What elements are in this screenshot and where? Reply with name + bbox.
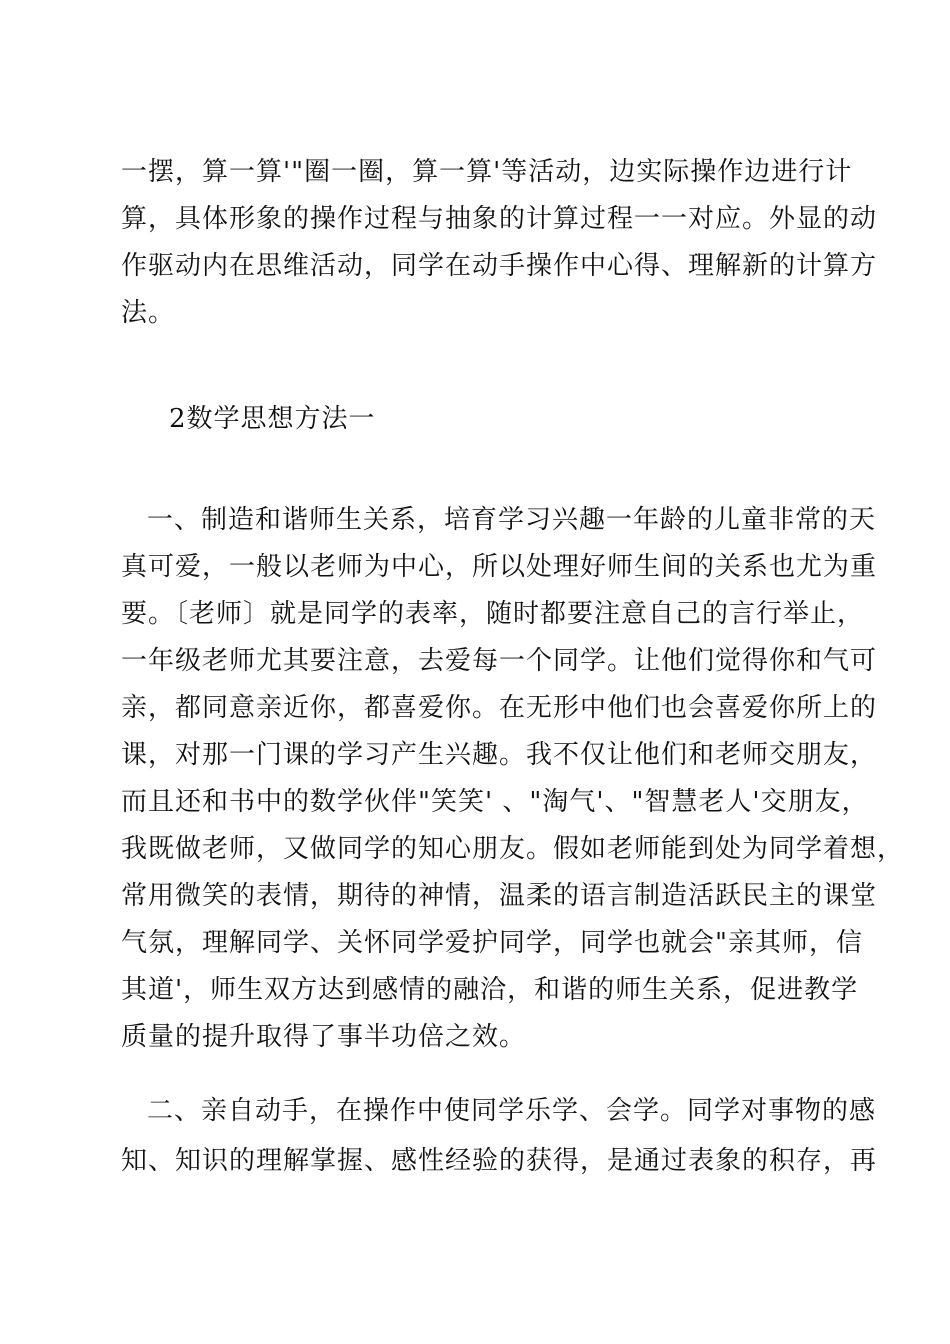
paragraph-2-line: 一年级老师尤其要注意，去爱每一个同学。让他们觉得你和气可 [121,646,878,676]
paragraph-2-line: 我既做老师，又做同学的知心朋友。假如老师能到处为同学着想， [121,834,905,864]
paragraph-2-line: 一、制造和谐师生关系，培育学习兴趣一年龄的儿童非常的天 [147,505,877,535]
paragraph-1-line: 作驱动内在思维活动，同学在动手操作中心得、理解新的计算方 [121,251,878,281]
paragraph-2-line: 真可爱，一般以老师为中心，所以处理好师生间的关系也尤为重 [121,552,878,582]
paragraph-2-line: 而且还和书中的数学伙伴"笑笑' 、"淘气'、"智慧老人'交朋友， [121,787,869,817]
paragraph-2-line: 课，对那一门课的学习产生兴趣。我不仅让他们和老师交朋友， [121,740,878,770]
paragraph-1-line: 法。 [121,298,176,328]
paragraph-1-line: 算，具体形象的操作过程与抽象的计算过程一一对应。外显的动 [121,204,878,234]
paragraph-1-line: 一摆，算一算'"圈一圈，算一算'等活动，边实际操作边进行计 [121,157,853,187]
paragraph-2-line: 气氛，理解同学、关怀同学爱护同学，同学也就会"亲其师，信 [121,928,863,958]
paragraph-3-line: 二、亲自动手，在操作中使同学乐学、会学。同学对事物的感 [147,1096,877,1126]
paragraph-2-line: 亲，都同意亲近你，都喜爱你。在无形中他们也会喜爱你所上的 [121,693,878,723]
paragraph-2-line: 常用微笑的表情，期待的神情，温柔的语言制造活跃民主的课堂 [121,881,878,911]
paragraph-2-line: 要。〔老师〕就是同学的表率，随时都要注意自己的言行举止， [121,599,865,629]
paragraph-2-line: 其道'，师生双方达到感情的融洽，和谐的师生关系，促进教学 [121,975,859,1005]
paragraph-3-line: 知、知识的理解掌握、感性经验的获得，是通过表象的积存，再 [121,1146,878,1176]
section-heading: 2数学思想方法一 [169,404,376,434]
paragraph-2-line: 质量的提升取得了事半功倍之效。 [121,1022,527,1052]
